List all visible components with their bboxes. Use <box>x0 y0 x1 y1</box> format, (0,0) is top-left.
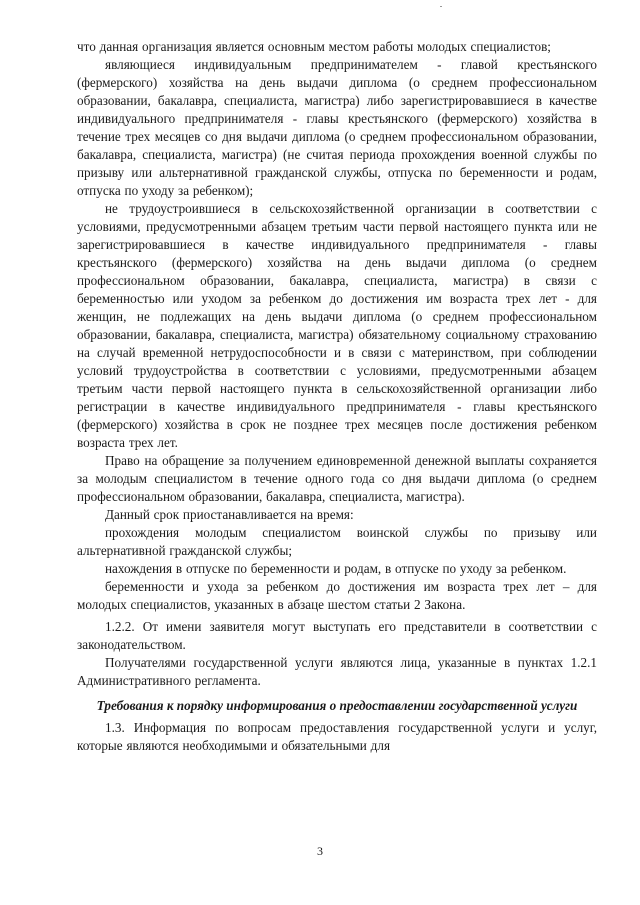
paragraph-maternity-leave: нахождения в отпуске по беременности и родам, в отпуске по уходу за ребенком. <box>105 561 567 576</box>
scan-speck <box>440 6 442 7</box>
paragraph-right-to-apply: Право на обращение за получением единовременной денежной выплаты сохраняется за молодым специалистом в течение одного года со дня выдачи диплома (о среднем профессиональном образовании, бакалавра, специалиста, магистра). <box>77 453 597 504</box>
paragraph-entrepreneur: являющиеся индивидуальным предпринимателем - главой крестьянского (фермерского) хозяйства на день выдачи диплома (о среднем профессиональном образовании, бакалавра, специалиста, магистра) либо зарегистрировавшиеся в качестве индивидуального предпринимателя - главы крестьянского (фермерского) хозяйства в течение трех месяцев со дня выдачи диплома (о среднем профессиональном образовании, бакалавра, специалиста, магистра) (не считая периода прохождения военной службы по призыву или альтернативной гражданской службы, отпуска по беременности и родам, отпуска по уходу за ребенком); <box>77 57 597 198</box>
section-heading: Требования к порядку информирования о предоставлении государственной услуги <box>96 698 578 713</box>
page-number: 3 <box>317 844 323 858</box>
document-body <box>77 38 597 755</box>
paragraph-recipients: Получателями государственной услуги являются лица, указанные в пунктах 1.2.1 Административного регламента. <box>77 655 597 688</box>
paragraph-1-2-2: 1.2.2. От имени заявителя могут выступать его представители в соответствии с законодательством. <box>77 619 597 652</box>
paragraph-term-suspended: Данный срок приостанавливается на время: <box>105 507 354 522</box>
paragraph-child-care: беременности и ухода за ребенком до достижения им возраста трех лет – для молодых специалистов, указанных в абзаце шестом статьи 2 Закона. <box>77 579 597 612</box>
paragraph-not-employed: не трудоустроившиеся в сельскохозяйственной организации в соответствии с условиями, предусмотренными абзацем третьим части первой настоящего пункта или не зарегистрировавшиеся в качестве индивидуального предпринимателя - главы крестьянского (фермерского) хозяйства на день выдачи диплома (о среднем профессиональном образовании, бакалавра, специалиста, магистра) в связи с беременностью или уходом за ребенком до достижения им возраста трех лет - для женщин, не подлежащих на день выдачи диплома (о среднем профессиональном образовании, бакалавра, специалиста, магистра) обязательному социальному страхованию на случай временной нетрудоспособности и в связи с материнством, при соблюдении условий трудоустройства в соответствии с условиями, предусмотренными абзацем третьим части первой настоящего пункта в сельскохозяйственной организации либо регистрации в качестве индивидуального предпринимателя - главы крестьянского (фермерского) хозяйства в срок не позднее трех месяцев после достижения ребенком возраста трех лет. <box>77 201 597 450</box>
paragraph-continuation: что данная организация является основным местом работы молодых специалистов; <box>77 39 551 54</box>
paragraph-military-service: прохождения молодым специалистом воинской службы по призыву или альтернативной гражданской службы; <box>77 525 597 558</box>
paragraph-1-3: 1.3. Информация по вопросам предоставления государственной услуги и услуг, которые являются необходимыми и обязательными для <box>77 720 597 753</box>
